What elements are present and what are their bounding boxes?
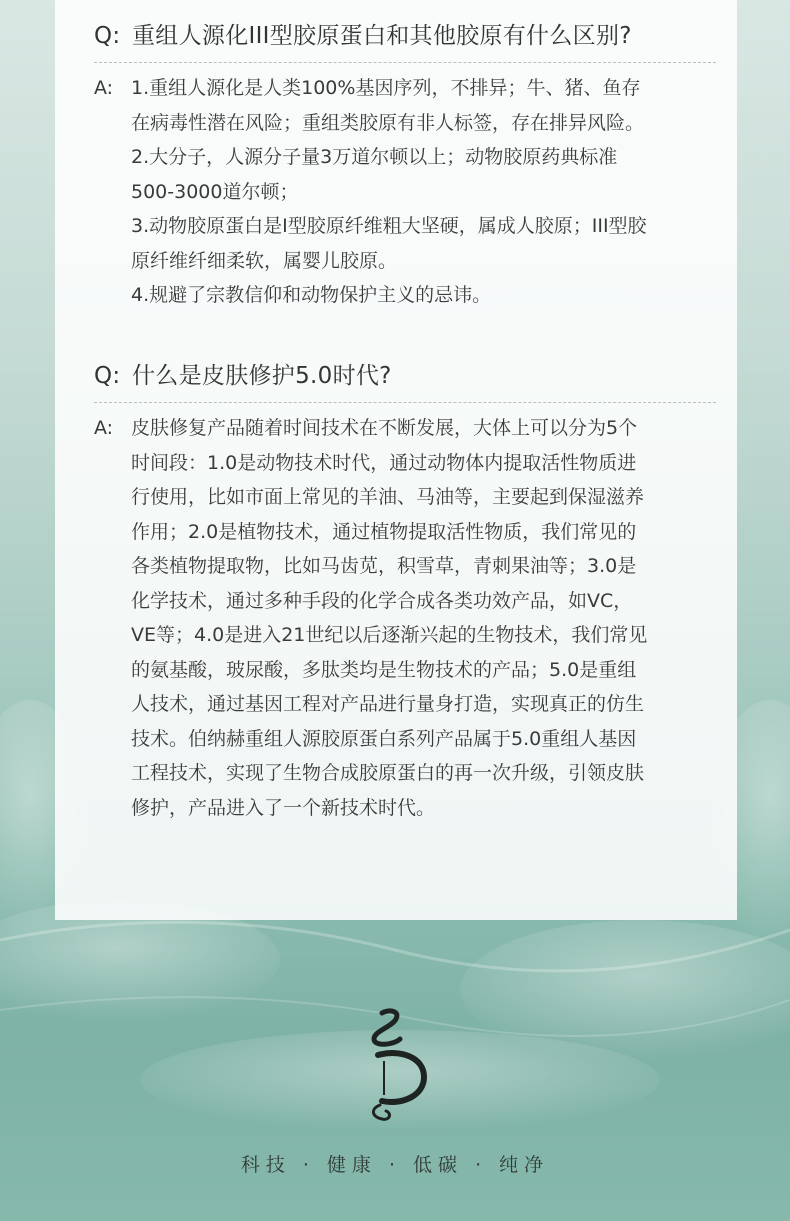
answer-line: 原纤维纤细柔软，属婴儿胶原。 [131,249,398,272]
question-row [94,358,714,394]
answer-line: 化学技术，通过多种手段的化学合成各类功效产品，如VC， [131,589,633,612]
answer-line: 各类植物提取物，比如马齿苋，积雪草，青刺果油等；3.0是 [131,555,637,577]
answer-prefix: A: [94,417,114,439]
answer-row [94,71,714,313]
answer-text [131,71,714,313]
answer-line: 2.大分子，人源分子量3万道尔顿以上；动物胶原药典标准 [131,146,618,168]
answer-line: 时间段：1.0是动物技术时代，通过动物体内提取活性物质进 [131,451,637,474]
answer-line: 1.重组人源化是人类100%基因序列，不排异；牛、猪、鱼存 [131,77,641,99]
answer-prefix: A: [94,77,114,99]
answer-line: 的氨基酸，玻尿酸，多肽类均是生物技术的产品；5.0是重组 [131,658,637,681]
answer-row [94,411,714,825]
answer-line: 500-3000道尔顿； [131,180,299,203]
question-text: 重组人源化III型胶原蛋白和其他胶原有什么区别? [132,23,632,49]
dashed-divider [94,62,716,63]
question-prefix: Q: [94,363,121,389]
dashed-divider [94,402,716,403]
qa-block-2 [94,358,714,825]
answer-line: 作用；2.0是植物技术，通过植物提取活性物质，我们常见的 [131,520,637,543]
answer-line: 技术。伯纳赫重组人源胶原蛋白系列产品属于5.0重组人基因 [131,727,637,750]
answer-line: 行使用，比如市面上常见的羊油、马油等，主要起到保湿滋养 [131,486,645,508]
answer-line: VE等；4.0是进入21世纪以后逐渐兴起的生物技术，我们常见 [131,624,648,646]
answer-line: 修护，产品进入了一个新技术时代。 [131,796,436,819]
answer-line: 4.规避了宗教信仰和动物保护主义的忌讳。 [131,284,492,306]
qa-block-1 [94,18,714,313]
answer-text [131,411,714,825]
answer-line: 人技术，通过基因工程对产品进行量身打造，实现真正的仿生 [131,693,645,715]
question-text: 什么是皮肤修护5.0时代? [132,363,392,389]
brand-slogan: 科技 · 健康 · 低碳 · 纯净 [240,1154,550,1176]
answer-line: 皮肤修复产品随着时间技术在不断发展，大体上可以分为5个 [131,417,638,439]
question-row [94,18,714,54]
brand-logo-icon [360,1005,430,1125]
question-prefix: Q: [94,23,121,49]
answer-line: 在病毒性潜在风险；重组类胶原有非人标签，存在排异风险。 [131,111,645,134]
answer-line: 工程技术，实现了生物合成胶原蛋白的再一次升级，引领皮肤 [131,762,645,784]
answer-line: 3.动物胶原蛋白是I型胶原纤维粗大坚硬，属成人胶原；III型胶 [131,215,647,237]
